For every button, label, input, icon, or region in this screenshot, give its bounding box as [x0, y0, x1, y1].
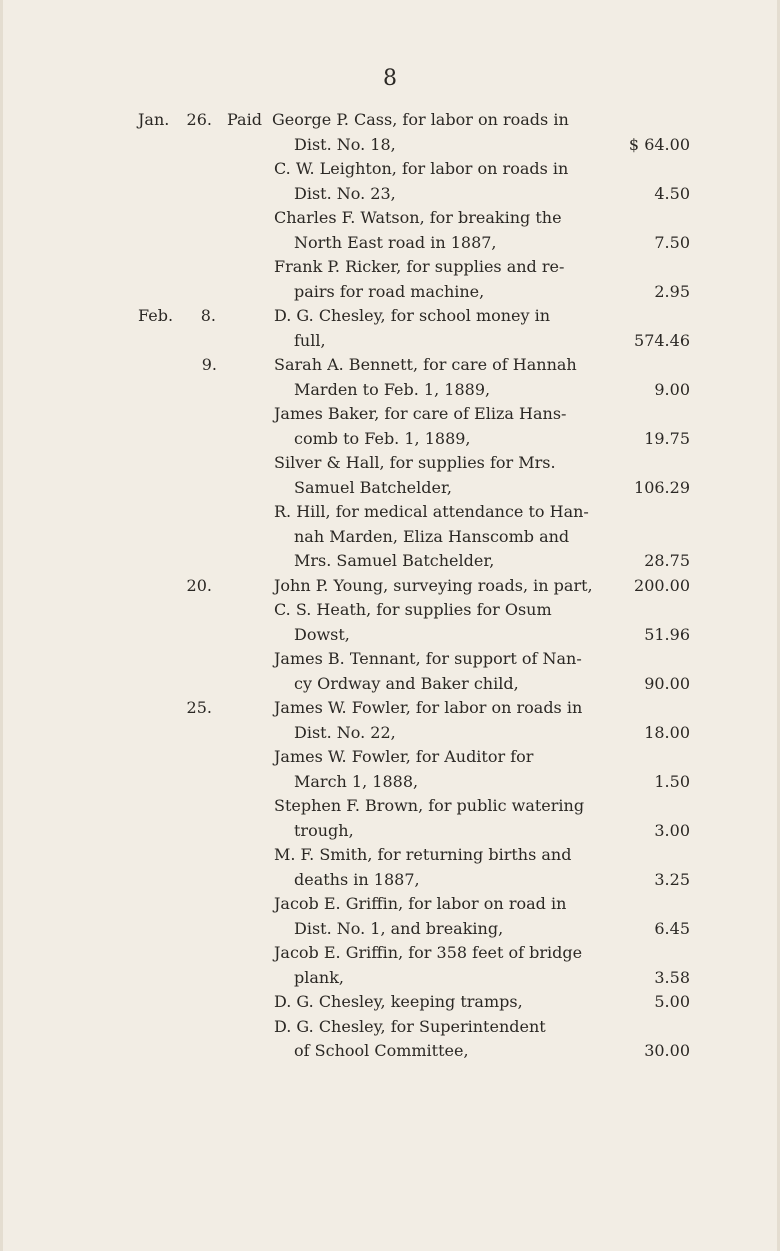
ledger-entry	[0, 451, 780, 500]
ledger-line	[0, 574, 780, 599]
ledger-line	[0, 133, 780, 158]
entry-description: C. W. Leighton, for labor on roads in	[274, 159, 569, 178]
entry-description: Sarah A. Bennett, for care of Hannah	[274, 355, 577, 374]
entry-description: James Baker, for care of Eliza Hans-	[274, 404, 567, 423]
entry-description: D. G. Chesley, keeping tramps,	[274, 992, 523, 1011]
ledger-entry	[0, 794, 780, 843]
entry-month: Jan.	[138, 110, 170, 129]
entry-description: D. G. Chesley, for Superintendent	[274, 1016, 546, 1036]
entry-description: James W. Fowler, for Auditor for	[274, 747, 534, 766]
entry-description: Dist. No. 23,	[294, 183, 396, 203]
ledger-entries	[0, 108, 780, 1064]
entry-description: nah Marden, Eliza Hanscomb and	[294, 526, 570, 546]
ledger-line	[0, 770, 780, 795]
ledger-line	[0, 402, 780, 427]
ledger-entry	[0, 892, 780, 941]
ledger-entry	[0, 745, 780, 794]
entry-description: full,	[294, 330, 326, 350]
entry-description: Dist. No. 18,	[294, 134, 396, 154]
entry-amount: 9.00	[654, 379, 690, 399]
entry-day: 20.	[186, 575, 212, 595]
entry-description: comb to Feb. 1, 1889,	[294, 428, 471, 448]
ledger-line	[0, 966, 780, 991]
ledger-line	[0, 623, 780, 648]
ledger-entry	[0, 574, 780, 599]
ledger-line	[0, 941, 780, 966]
ledger-entry	[0, 108, 780, 157]
ledger-entry	[0, 990, 780, 1015]
ledger-entry	[0, 843, 780, 892]
entry-amount: 106.29	[634, 477, 690, 497]
ledger-line	[0, 378, 780, 403]
entry-description: North East road in 1887,	[294, 232, 497, 252]
entry-description: Dowst,	[294, 624, 350, 644]
ledger-line	[0, 280, 780, 305]
entry-amount: 4.50	[654, 183, 690, 203]
ledger-line	[0, 819, 780, 844]
entry-description: deaths in 1887,	[294, 869, 420, 889]
ledger-entry	[0, 206, 780, 255]
ledger-entry	[0, 647, 780, 696]
ledger-line	[0, 745, 780, 770]
ledger-line	[0, 672, 780, 697]
ledger-line	[0, 868, 780, 893]
ledger-line	[0, 329, 780, 354]
ledger-entry	[0, 402, 780, 451]
ledger-line	[0, 451, 780, 476]
ledger-line	[0, 549, 780, 574]
entry-description: Stephen F. Brown, for public watering	[274, 796, 585, 815]
entry-description: March 1, 1888,	[294, 771, 419, 791]
ledger-line	[0, 182, 780, 207]
entry-description: Jacob E. Griffin, for labor on road in	[274, 894, 567, 913]
entry-description: James W. Fowler, for labor on roads in	[274, 698, 583, 717]
entry-amount: 6.45	[654, 918, 690, 938]
entry-description: C. S. Heath, for supplies for Osum	[274, 600, 552, 619]
ledger-line	[0, 427, 780, 452]
ledger-entry	[0, 500, 780, 574]
entry-description: pairs for road machine,	[294, 281, 485, 301]
ledger-entry	[0, 598, 780, 647]
entry-amount: 3.58	[654, 967, 690, 987]
entry-amount: 574.46	[634, 330, 690, 350]
ledger-line	[0, 990, 780, 1015]
entry-amount: 51.96	[644, 624, 690, 644]
ledger-line	[0, 231, 780, 256]
ledger-line	[0, 647, 780, 672]
entry-description: D. G. Chesley, for school money in	[274, 306, 551, 325]
entry-description: Marden to Feb. 1, 1889,	[294, 379, 491, 399]
entry-description: R. Hill, for medical attendance to Han-	[274, 502, 589, 521]
entry-description: Frank P. Ricker, for supplies and re-	[274, 257, 565, 276]
paid-label: Paid	[227, 110, 262, 129]
entry-amount: 1.50	[654, 771, 690, 791]
entry-day: 8.	[200, 306, 216, 325]
ledger-line	[0, 108, 780, 133]
entry-amount: 5.00	[654, 992, 690, 1011]
ledger-entry	[0, 696, 780, 745]
entry-description: of School Committee,	[294, 1041, 469, 1060]
ledger-line	[0, 500, 780, 525]
ledger-line	[0, 525, 780, 550]
page-number: 8	[383, 66, 397, 91]
ledger-line	[0, 843, 780, 868]
entry-day: 25.	[186, 698, 212, 717]
entry-amount: 28.75	[644, 551, 690, 570]
entry-amount: 18.00	[644, 722, 690, 742]
ledger-line	[0, 157, 780, 182]
entry-description: Dist. No. 1, and breaking,	[294, 918, 504, 938]
entry-description: Charles F. Watson, for breaking the	[274, 208, 562, 227]
entry-amount: 2.95	[654, 281, 690, 301]
ledger-line	[0, 892, 780, 917]
ledger-line	[0, 794, 780, 819]
ledger-line	[0, 255, 780, 280]
ledger-line	[0, 304, 780, 329]
entry-description: trough,	[294, 820, 354, 840]
entry-description: Mrs. Samuel Batchelder,	[294, 551, 495, 570]
ledger-entry	[0, 353, 780, 402]
ledger-line	[0, 1015, 780, 1040]
entry-description: George P. Cass, for labor on roads in	[272, 110, 569, 129]
ledger-entry	[0, 255, 780, 304]
ledger-line	[0, 1039, 780, 1064]
ledger-entry	[0, 304, 780, 353]
ledger-entry	[0, 941, 780, 990]
ledger-entry	[0, 157, 780, 206]
entry-description: Samuel Batchelder,	[294, 477, 452, 497]
entry-amount: 3.00	[654, 820, 690, 840]
entry-amount: 30.00	[644, 1041, 690, 1060]
entry-description: John P. Young, surveying roads, in part,	[274, 575, 593, 595]
entry-description: M. F. Smith, for returning births and	[274, 845, 572, 864]
ledger-line	[0, 696, 780, 721]
entry-description: cy Ordway and Baker child,	[294, 673, 519, 693]
ledger-line	[0, 206, 780, 231]
ledger-line	[0, 721, 780, 746]
entry-description: plank,	[294, 967, 344, 987]
entry-month: Feb.	[138, 306, 174, 325]
entry-amount: 3.25	[654, 869, 690, 889]
ledger-line	[0, 598, 780, 623]
entry-amount: 200.00	[634, 575, 690, 595]
ledger-line	[0, 476, 780, 501]
entry-amount: 7.50	[654, 232, 690, 252]
entry-description: James B. Tennant, for support of Nan-	[274, 649, 582, 668]
entry-description: Jacob E. Griffin, for 358 feet of bridge	[274, 943, 583, 962]
entry-day: 9.	[201, 355, 217, 374]
ledger-entry	[0, 1015, 780, 1064]
entry-amount: 90.00	[644, 673, 690, 693]
entry-amount: $ 64.00	[628, 134, 690, 154]
entry-day: 26.	[186, 110, 212, 129]
entry-description: Dist. No. 22,	[294, 722, 396, 742]
entry-amount: 19.75	[644, 428, 690, 448]
ledger-line	[0, 353, 780, 378]
ledger-line	[0, 917, 780, 942]
entry-description: Silver & Hall, for supplies for Mrs.	[274, 453, 556, 472]
